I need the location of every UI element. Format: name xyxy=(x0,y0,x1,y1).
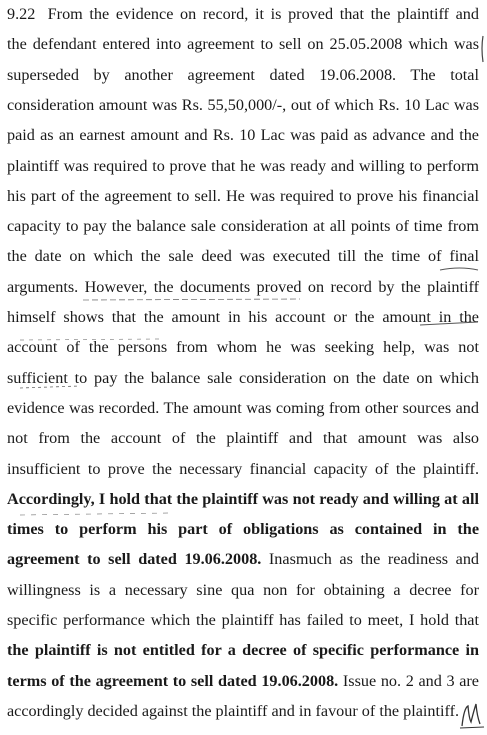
text-line xyxy=(7,275,479,299)
text-line xyxy=(7,184,479,208)
text-line xyxy=(7,32,479,56)
text-segment: terms of the agreement to sell dated 19.06.2008. xyxy=(7,671,339,690)
text-segment: plaintiff was required to prove that he was ready and willing to perform xyxy=(7,156,479,175)
text-segment: account of the persons from whom he was seeking help, was not xyxy=(7,338,479,357)
margin-mark xyxy=(478,34,487,64)
text-line xyxy=(7,457,479,481)
text-segment: accordingly decided against the plaintiff and in favour of the plaintiff. xyxy=(7,701,460,720)
text-segment: not from the account of the plaintiff and that amount was also xyxy=(7,429,479,448)
text-segment: evidence was recorded. The amount was coming from other sources and xyxy=(7,398,479,417)
text-segment: insufficient to prove the necessary financial capacity of the plaintiff. xyxy=(7,459,479,478)
text-segment: his part of the agreement to sell. He was required to prove his financial xyxy=(7,186,479,205)
paragraph-number: 9.22 xyxy=(7,5,36,23)
text-segment: willingness is a necessary sine qua non for obtaining a decree for xyxy=(7,580,479,599)
text-segment: paid as an earnest amount and Rs. 10 Lac was paid as advance and the xyxy=(7,126,479,145)
text-segment: Accordingly, I hold that the plaintiff was not ready and willing at all xyxy=(7,489,479,508)
text-segment: the date on which the sale deed was executed till the time of final xyxy=(7,247,479,266)
text-line xyxy=(7,487,479,511)
text-segment: specific performance which the plaintiff has failed to meet, I hold that xyxy=(7,611,479,629)
text-line xyxy=(7,517,479,541)
text-line xyxy=(7,396,479,420)
text-line xyxy=(7,154,479,178)
text-line xyxy=(7,305,479,329)
text-segment: superseded by another agreement dated 19.06.2008. The total xyxy=(7,65,479,84)
text-line xyxy=(7,63,479,87)
text-segment: From the evidence on record, it is proved that the plaintiff and xyxy=(47,5,479,23)
text-segment: consideration amount was Rs. 55,50,000/-, out of which Rs. 10 Lac was xyxy=(7,95,479,114)
text-segment: Issue no. 2 and 3 are xyxy=(338,671,479,690)
text-segment: the defendant entered into agreement to sell on 25.05.2008 which was xyxy=(7,35,479,54)
text-line xyxy=(7,123,479,147)
text-line xyxy=(7,214,479,238)
text-segment: times to perform his part of obligations as contained in the xyxy=(7,520,479,539)
text-line xyxy=(7,426,479,450)
text-segment: himself shows that the amount in his account or the amount in the xyxy=(7,308,479,326)
text-line xyxy=(7,578,479,602)
text-line xyxy=(7,366,479,390)
text-line xyxy=(7,335,479,359)
text-segment: capacity to pay the balance sale consideration at all points of time from xyxy=(7,217,479,236)
text-line xyxy=(7,608,479,632)
text-line xyxy=(7,669,479,693)
signature-initials xyxy=(458,700,486,730)
text-segment: the plaintiff is not entitled for a decree of specific performance in xyxy=(7,641,479,660)
text-segment: Inasmuch as the readiness and xyxy=(261,550,480,569)
text-segment: arguments. However, the documents proved on record by the plaintiff xyxy=(7,277,479,296)
text-line xyxy=(7,699,479,723)
text-line xyxy=(7,638,479,662)
text-line xyxy=(7,244,479,268)
text-line xyxy=(7,547,479,571)
text-line xyxy=(7,2,479,26)
text-segment: sufficient to pay the balance sale consideration on the date on which xyxy=(7,368,479,387)
text-line xyxy=(7,93,479,117)
text-segment: agreement to sell dated 19.06.2008. xyxy=(7,550,262,569)
